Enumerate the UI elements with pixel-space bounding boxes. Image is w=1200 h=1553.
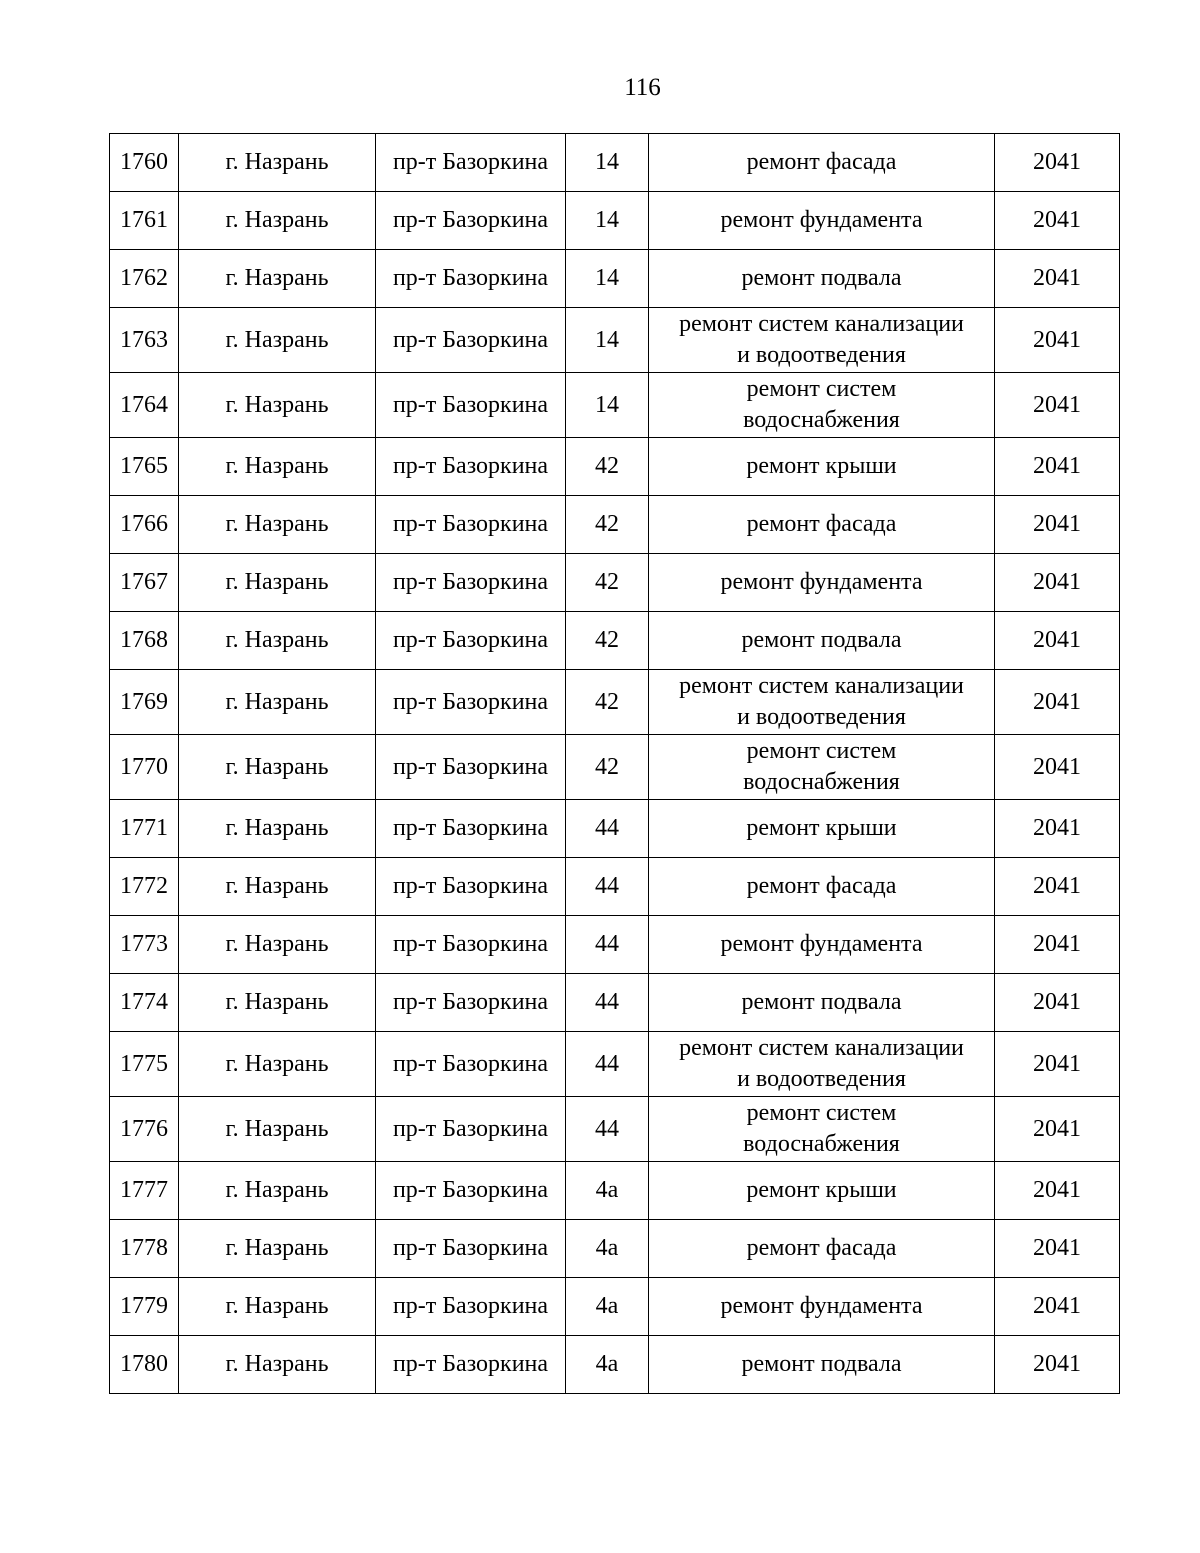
repair-schedule-table [109, 133, 1120, 1394]
city-cell: г. Назрань [179, 800, 376, 858]
street-cell: пр-т Базоркина [376, 192, 566, 250]
row-number-cell: 1775 [110, 1032, 179, 1097]
work-type-cell [649, 554, 995, 612]
work-type-line: ремонт систем канализации [679, 673, 964, 699]
street-cell: пр-т Базоркина [376, 134, 566, 192]
year-cell: 2041 [995, 308, 1120, 373]
street-cell: пр-т Базоркина [376, 800, 566, 858]
work-type-cell [649, 373, 995, 438]
house-number-cell: 44 [566, 1032, 649, 1097]
house-number-cell: 14 [566, 134, 649, 192]
house-number-cell: 14 [566, 192, 649, 250]
table-body [110, 134, 1120, 1394]
work-type-line: ремонт подвала [741, 1351, 902, 1377]
row-number-cell: 1760 [110, 134, 179, 192]
city-cell: г. Назрань [179, 438, 376, 496]
street-cell: пр-т Базоркина [376, 496, 566, 554]
street-cell: пр-т Базоркина [376, 1336, 566, 1394]
row-number-cell: 1780 [110, 1336, 179, 1394]
row-number-cell: 1768 [110, 612, 179, 670]
work-type-line: ремонт систем [746, 738, 897, 764]
year-cell: 2041 [995, 554, 1120, 612]
street-cell: пр-т Базоркина [376, 858, 566, 916]
work-type-line: ремонт фасада [746, 1235, 897, 1261]
year-cell: 2041 [995, 916, 1120, 974]
year-cell: 2041 [995, 134, 1120, 192]
work-type-line: ремонт фундамента [720, 1293, 923, 1319]
row-number-cell: 1776 [110, 1097, 179, 1162]
street-cell: пр-т Базоркина [376, 373, 566, 438]
city-cell: г. Назрань [179, 1097, 376, 1162]
city-cell: г. Назрань [179, 735, 376, 800]
work-type-cell [649, 974, 995, 1032]
row-number-cell: 1779 [110, 1278, 179, 1336]
street-cell: пр-т Базоркина [376, 308, 566, 373]
row-number-cell: 1771 [110, 800, 179, 858]
street-cell: пр-т Базоркина [376, 438, 566, 496]
table-row [110, 916, 1120, 974]
year-cell: 2041 [995, 858, 1120, 916]
house-number-cell: 4а [566, 1336, 649, 1394]
city-cell: г. Назрань [179, 1032, 376, 1097]
house-number-cell: 4а [566, 1220, 649, 1278]
work-type-cell [649, 438, 995, 496]
table-row [110, 192, 1120, 250]
row-number-cell: 1774 [110, 974, 179, 1032]
house-number-cell: 42 [566, 612, 649, 670]
year-cell: 2041 [995, 1336, 1120, 1394]
work-type-cell [649, 735, 995, 800]
row-number-cell: 1772 [110, 858, 179, 916]
work-type-cell [649, 1162, 995, 1220]
year-cell: 2041 [995, 735, 1120, 800]
house-number-cell: 42 [566, 735, 649, 800]
work-type-cell [649, 134, 995, 192]
row-number-cell: 1770 [110, 735, 179, 800]
house-number-cell: 44 [566, 800, 649, 858]
page-number: 116 [624, 74, 661, 101]
work-type-line: ремонт систем [746, 1100, 897, 1126]
table-row [110, 554, 1120, 612]
city-cell: г. Назрань [179, 308, 376, 373]
table-row [110, 1278, 1120, 1336]
street-cell: пр-т Базоркина [376, 1097, 566, 1162]
year-cell: 2041 [995, 250, 1120, 308]
work-type-line: ремонт подвала [741, 627, 902, 653]
work-type-line: и водоотведения [737, 342, 906, 368]
work-type-line: ремонт систем канализации [679, 1035, 964, 1061]
work-type-line: водоснабжения [743, 1131, 900, 1157]
work-type-line: ремонт фундамента [720, 569, 923, 595]
city-cell: г. Назрань [179, 373, 376, 438]
house-number-cell: 42 [566, 438, 649, 496]
street-cell: пр-т Базоркина [376, 735, 566, 800]
work-type-cell [649, 612, 995, 670]
work-type-line: ремонт систем канализации [679, 311, 964, 337]
row-number-cell: 1764 [110, 373, 179, 438]
city-cell: г. Назрань [179, 670, 376, 735]
work-type-line: ремонт подвала [741, 265, 902, 291]
year-cell: 2041 [995, 974, 1120, 1032]
work-type-cell [649, 250, 995, 308]
year-cell: 2041 [995, 612, 1120, 670]
row-number-cell: 1766 [110, 496, 179, 554]
table-row [110, 250, 1120, 308]
house-number-cell: 42 [566, 670, 649, 735]
work-type-line: ремонт систем [746, 376, 897, 402]
work-type-cell [649, 1032, 995, 1097]
city-cell: г. Назрань [179, 916, 376, 974]
year-cell: 2041 [995, 800, 1120, 858]
city-cell: г. Назрань [179, 250, 376, 308]
row-number-cell: 1761 [110, 192, 179, 250]
city-cell: г. Назрань [179, 496, 376, 554]
table-row [110, 735, 1120, 800]
work-type-cell [649, 916, 995, 974]
year-cell: 2041 [995, 670, 1120, 735]
house-number-cell: 44 [566, 916, 649, 974]
table-row [110, 800, 1120, 858]
street-cell: пр-т Базоркина [376, 612, 566, 670]
house-number-cell: 14 [566, 373, 649, 438]
work-type-cell [649, 670, 995, 735]
row-number-cell: 1778 [110, 1220, 179, 1278]
city-cell: г. Назрань [179, 858, 376, 916]
house-number-cell: 44 [566, 1097, 649, 1162]
year-cell: 2041 [995, 192, 1120, 250]
city-cell: г. Назрань [179, 1336, 376, 1394]
house-number-cell: 42 [566, 496, 649, 554]
work-type-line: и водоотведения [737, 704, 906, 730]
table-row [110, 1336, 1120, 1394]
table-row [110, 974, 1120, 1032]
row-number-cell: 1777 [110, 1162, 179, 1220]
house-number-cell: 4а [566, 1162, 649, 1220]
city-cell: г. Назрань [179, 612, 376, 670]
work-type-cell [649, 1097, 995, 1162]
work-type-cell [649, 496, 995, 554]
year-cell: 2041 [995, 1278, 1120, 1336]
street-cell: пр-т Базоркина [376, 1278, 566, 1336]
work-type-line: ремонт фасада [746, 149, 897, 175]
house-number-cell: 42 [566, 554, 649, 612]
year-cell: 2041 [995, 496, 1120, 554]
row-number-cell: 1763 [110, 308, 179, 373]
house-number-cell: 14 [566, 308, 649, 373]
row-number-cell: 1769 [110, 670, 179, 735]
table-row [110, 1220, 1120, 1278]
row-number-cell: 1765 [110, 438, 179, 496]
year-cell: 2041 [995, 1097, 1120, 1162]
street-cell: пр-т Базоркина [376, 670, 566, 735]
street-cell: пр-т Базоркина [376, 554, 566, 612]
city-cell: г. Назрань [179, 1220, 376, 1278]
work-type-cell [649, 858, 995, 916]
work-type-line: водоснабжения [743, 407, 900, 433]
row-number-cell: 1773 [110, 916, 179, 974]
house-number-cell: 44 [566, 974, 649, 1032]
work-type-cell [649, 1220, 995, 1278]
street-cell: пр-т Базоркина [376, 916, 566, 974]
work-type-line: ремонт крыши [746, 453, 897, 479]
city-cell: г. Назрань [179, 1278, 376, 1336]
work-type-line: ремонт фундамента [720, 207, 923, 233]
table-row [110, 1032, 1120, 1097]
table-row [110, 373, 1120, 438]
work-type-cell [649, 192, 995, 250]
work-type-line: ремонт фундамента [720, 931, 923, 957]
table-row [110, 670, 1120, 735]
work-type-line: ремонт фасада [746, 511, 897, 537]
city-cell: г. Назрань [179, 1162, 376, 1220]
street-cell: пр-т Базоркина [376, 250, 566, 308]
street-cell: пр-т Базоркина [376, 974, 566, 1032]
city-cell: г. Назрань [179, 134, 376, 192]
work-type-cell [649, 1278, 995, 1336]
work-type-line: водоснабжения [743, 769, 900, 795]
year-cell: 2041 [995, 1220, 1120, 1278]
street-cell: пр-т Базоркина [376, 1220, 566, 1278]
table-row [110, 134, 1120, 192]
work-type-line: и водоотведения [737, 1066, 906, 1092]
table-row [110, 1162, 1120, 1220]
house-number-cell: 44 [566, 858, 649, 916]
table-row [110, 858, 1120, 916]
year-cell: 2041 [995, 1162, 1120, 1220]
table-row [110, 612, 1120, 670]
house-number-cell: 14 [566, 250, 649, 308]
year-cell: 2041 [995, 373, 1120, 438]
row-number-cell: 1762 [110, 250, 179, 308]
house-number-cell: 4а [566, 1278, 649, 1336]
year-cell: 2041 [995, 438, 1120, 496]
table-row [110, 438, 1120, 496]
table-row [110, 496, 1120, 554]
table-row [110, 1097, 1120, 1162]
street-cell: пр-т Базоркина [376, 1162, 566, 1220]
work-type-cell [649, 1336, 995, 1394]
street-cell: пр-т Базоркина [376, 1032, 566, 1097]
work-type-cell [649, 800, 995, 858]
row-number-cell: 1767 [110, 554, 179, 612]
work-type-line: ремонт крыши [746, 815, 897, 841]
table-row [110, 308, 1120, 373]
city-cell: г. Назрань [179, 554, 376, 612]
city-cell: г. Назрань [179, 974, 376, 1032]
year-cell: 2041 [995, 1032, 1120, 1097]
work-type-line: ремонт крыши [746, 1177, 897, 1203]
work-type-cell [649, 308, 995, 373]
city-cell: г. Назрань [179, 192, 376, 250]
work-type-line: ремонт фасада [746, 873, 897, 899]
work-type-line: ремонт подвала [741, 989, 902, 1015]
